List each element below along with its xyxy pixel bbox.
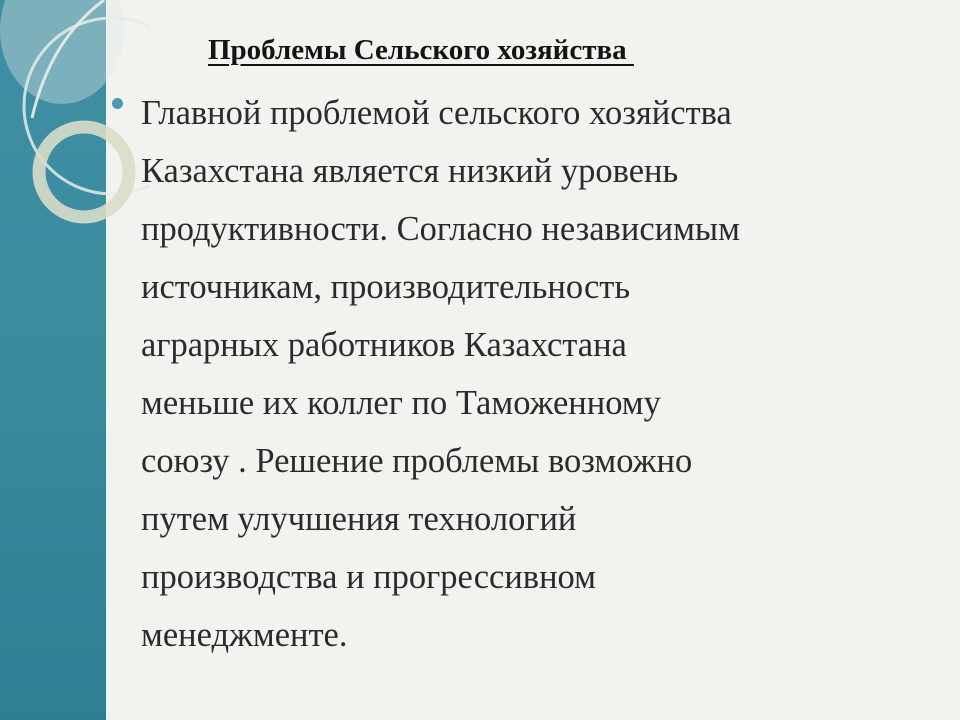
bullet-line: менеджменте. xyxy=(141,616,348,654)
bullet-line: путем улучшения технологий xyxy=(141,500,577,538)
bullet-list xyxy=(108,84,948,664)
bullet-line: производства и прогрессивном xyxy=(141,558,596,596)
bullet-line: меньше их коллег по Таможенному xyxy=(141,384,661,422)
bullet-line: Главной проблемой сельского хозяйства xyxy=(141,94,732,132)
bullet-line: аграрных работников Казахстана xyxy=(141,326,627,364)
pale-ellipse-shape xyxy=(0,0,124,104)
bullet-line: Казахстана является низкий уровень xyxy=(141,152,679,190)
slide-title: Проблемы Сельского хозяйства xyxy=(208,34,634,66)
bullet-line: союзу . Решение проблемы возможно xyxy=(141,442,693,480)
bullet-line: продуктивности. Согласно независимым xyxy=(141,210,740,248)
bullet-line: источникам, производительность xyxy=(141,268,631,306)
bullet-item xyxy=(108,84,948,664)
bullet-dot-icon xyxy=(112,98,123,109)
bullet-text xyxy=(141,84,948,664)
